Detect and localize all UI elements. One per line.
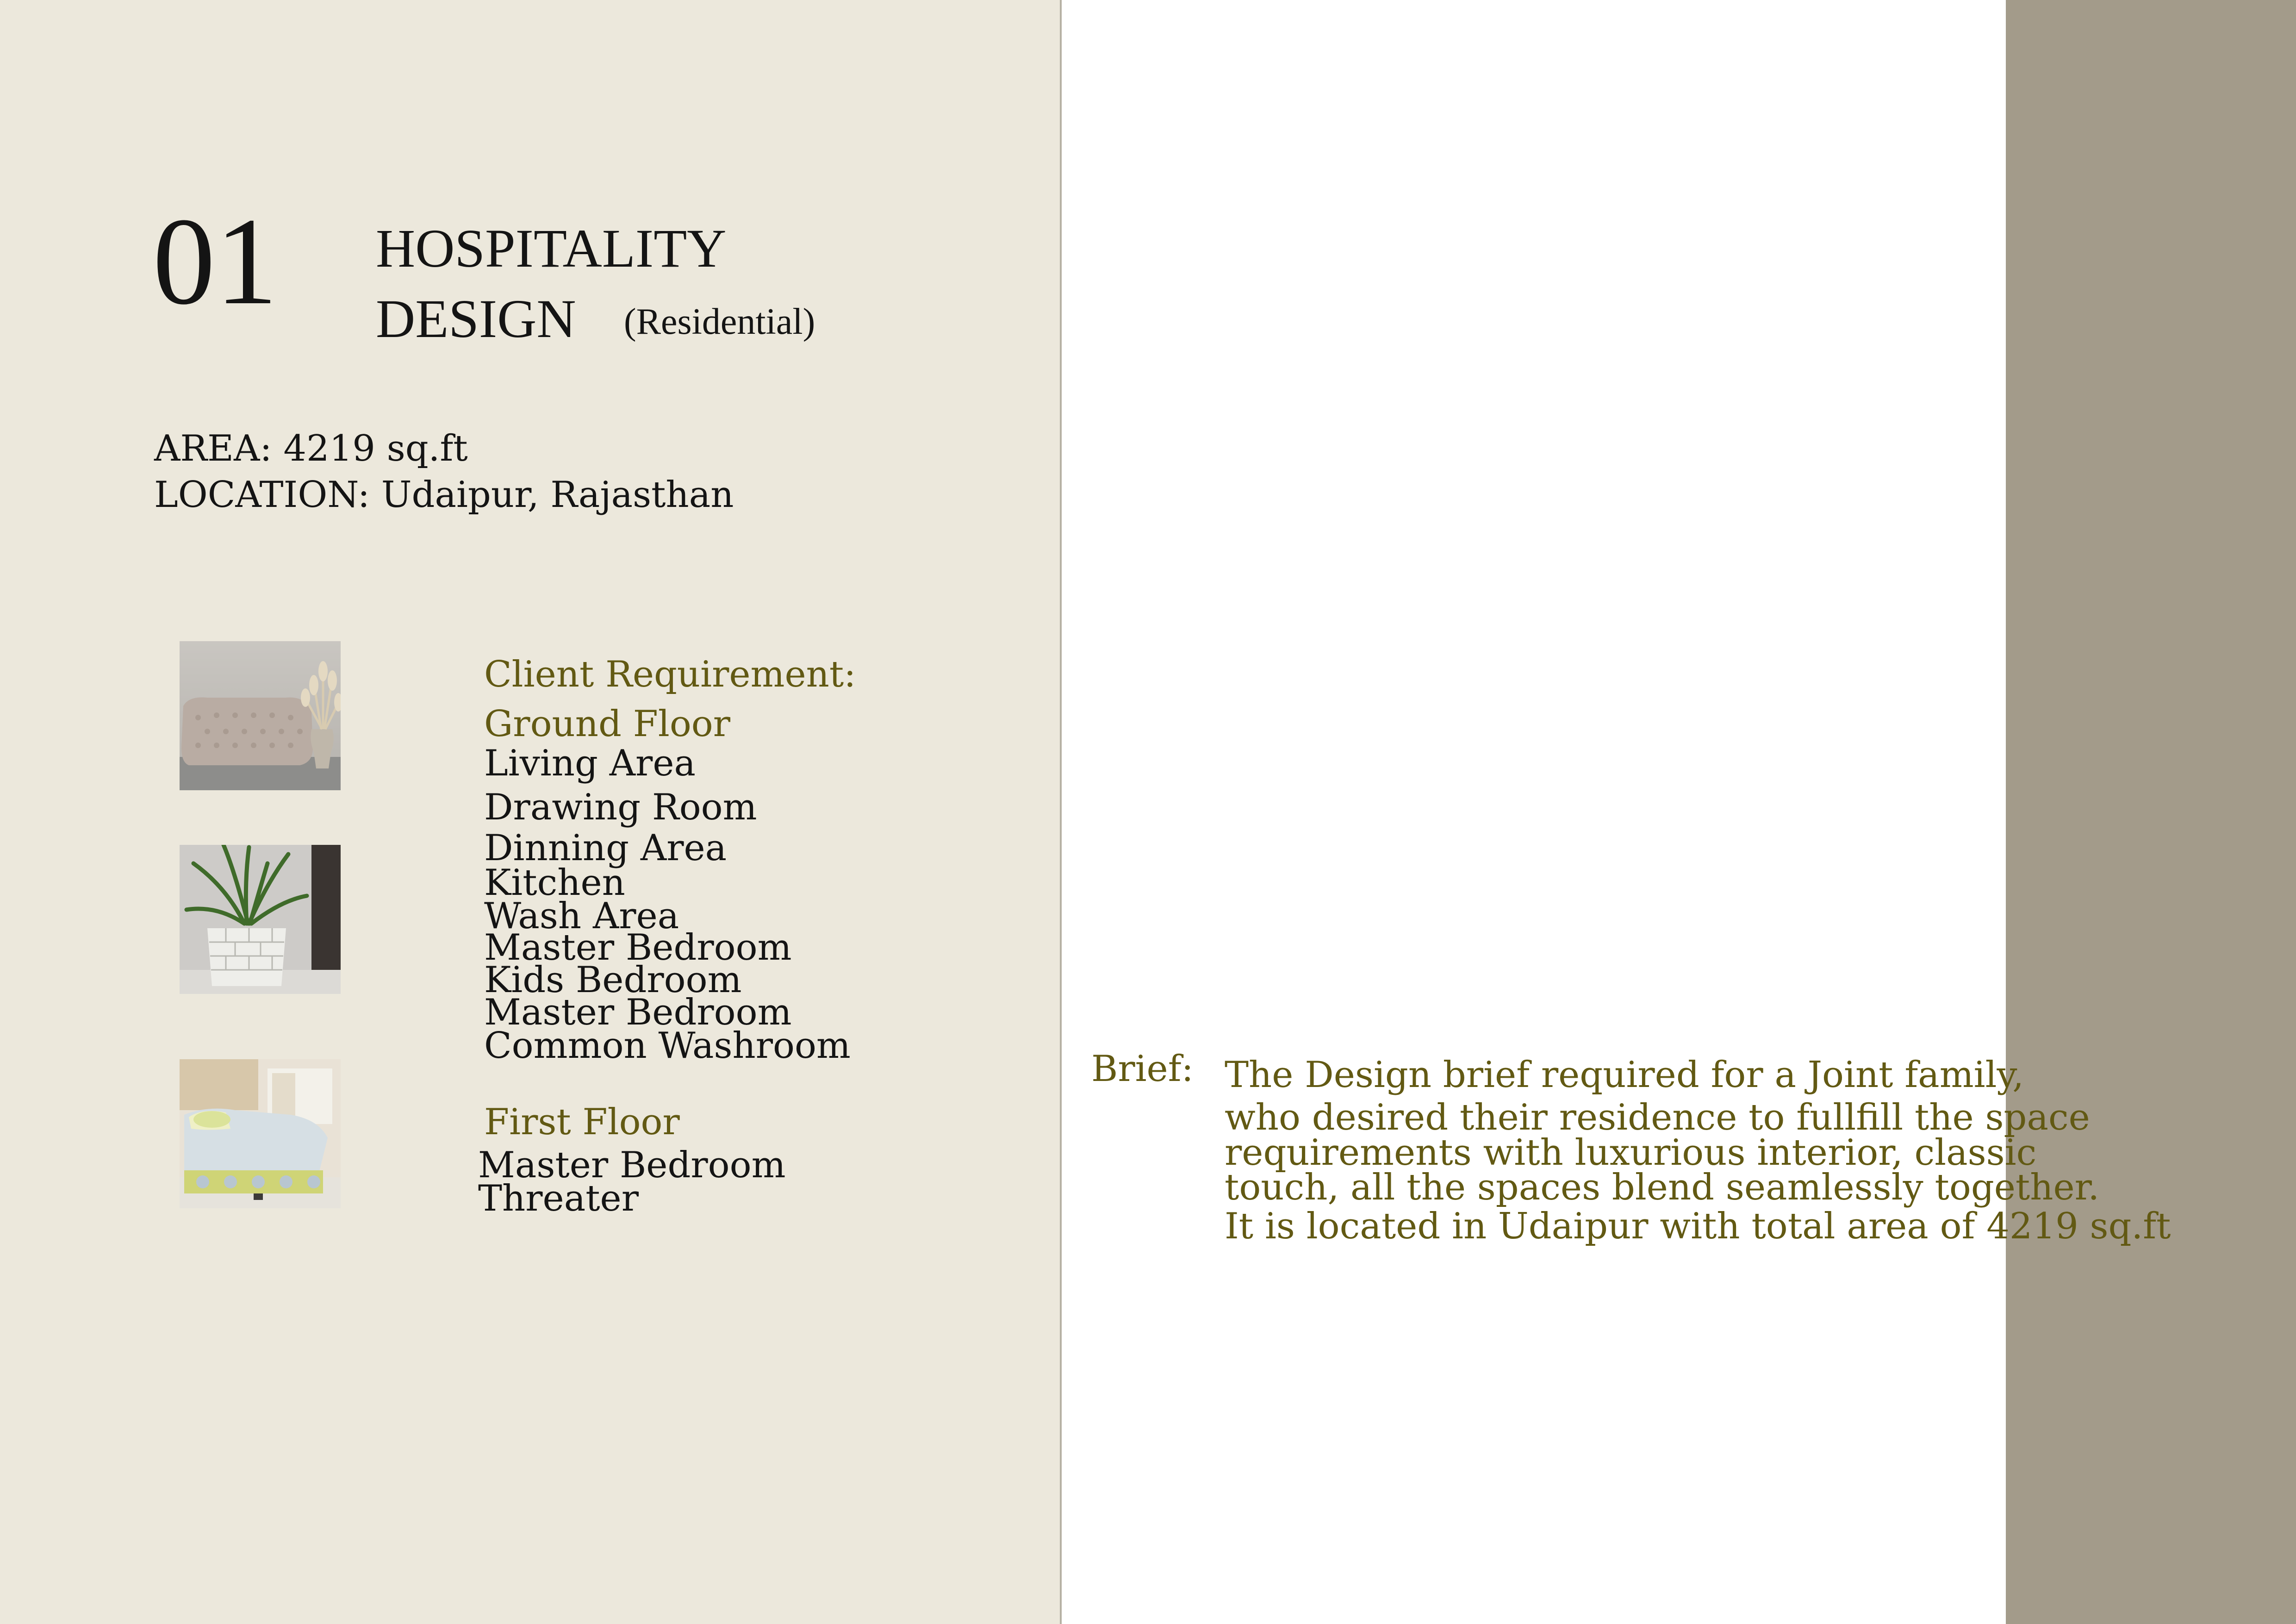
brief-line: requirements with luxurious interior, classic [1225,1132,2037,1174]
plant-photo [180,845,341,994]
list-item: Master Bedroom [484,927,792,968]
project-number: 01 [153,192,278,331]
project-title-line1: HOSPITALITY [376,218,727,279]
page-divider [1060,0,1062,1624]
project-title-line2: DESIGN [376,288,576,349]
client-requirement-heading: Client Requirement: [484,654,856,695]
project-subtitle: (Residential) [624,301,815,342]
right-color-strip [2006,0,2296,1624]
brief-line: who desired their residence to fullfill the space [1225,1097,2090,1138]
list-item: Drawing Room [484,787,757,828]
first-floor-heading: First Floor [484,1101,680,1143]
list-item: Kitchen [484,862,625,904]
brief-line: The Design brief required for a Joint family, [1225,1054,2024,1096]
project-location: LOCATION: Udaipur, Rajasthan [154,474,734,516]
brief-label: Brief: [1091,1048,1194,1090]
list-item: Master Bedroom [484,992,792,1033]
ground-floor-heading: Ground Floor [484,703,731,745]
list-item: Common Washroom [484,1025,851,1067]
list-item: Master Bedroom [478,1144,786,1186]
list-item: Threater [478,1178,639,1219]
brief-line: It is located in Udaipur with total area of 4219 sq.ft [1225,1206,2171,1247]
list-item: Wash Area [484,895,679,937]
list-item: Dinning Area [484,827,727,869]
bedroom-photo [180,1059,341,1208]
list-item: Kids Bedroom [484,959,742,1001]
list-item: Living Area [484,743,696,784]
brief-line: touch, all the spaces blend seamlessly together. [1225,1167,2100,1208]
project-area: AREA: 4219 sq.ft [154,428,468,469]
sofa-photo [180,641,341,790]
